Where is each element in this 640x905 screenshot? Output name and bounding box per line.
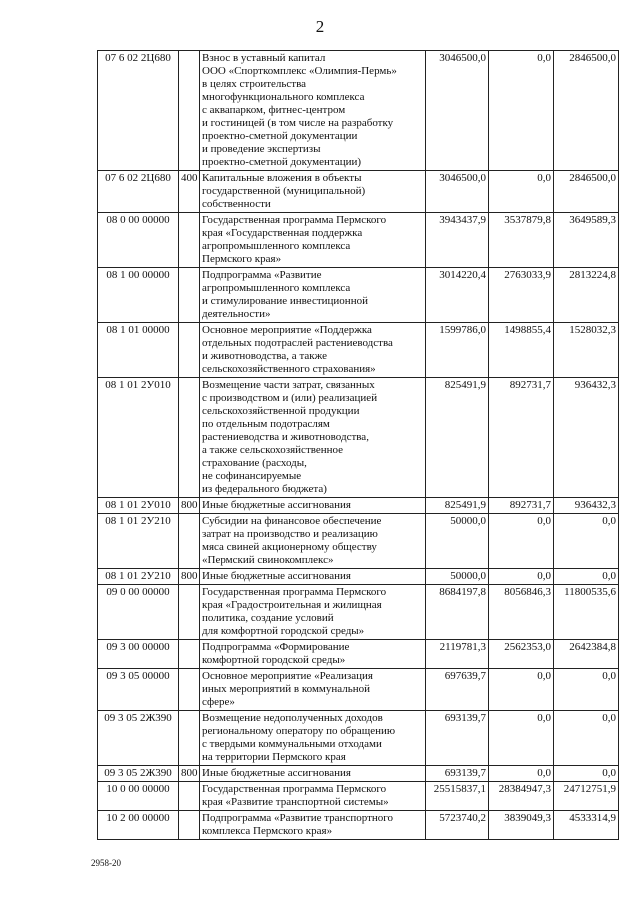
amount-cell-3: 0,0 (554, 569, 619, 585)
table-body (98, 51, 619, 840)
expense-type-cell (179, 669, 200, 711)
amount-cell-2: 0,0 (489, 171, 554, 213)
target-code-cell: 10 2 00 00000 (98, 811, 179, 840)
expense-type-cell: 800 (179, 498, 200, 514)
item-name-cell: Иные бюджетные ассигнования (200, 498, 426, 514)
target-code-cell: 09 3 05 00000 (98, 669, 179, 711)
expense-type-cell (179, 711, 200, 766)
amount-cell-2: 0,0 (489, 766, 554, 782)
document-code: 2958-20 (91, 858, 121, 868)
amount-cell-1: 3046500,0 (426, 171, 489, 213)
amount-cell-2: 0,0 (489, 711, 554, 766)
table-row (98, 514, 619, 569)
amount-cell-1: 25515837,1 (426, 782, 489, 811)
target-code-cell: 09 3 00 00000 (98, 640, 179, 669)
table-row (98, 766, 619, 782)
table-row (98, 268, 619, 323)
target-code-cell: 08 1 01 00000 (98, 323, 179, 378)
amount-cell-2: 1498855,4 (489, 323, 554, 378)
budget-table (97, 50, 619, 840)
target-code-cell: 08 1 01 2У010 (98, 378, 179, 498)
expense-type-cell (179, 268, 200, 323)
table-row (98, 585, 619, 640)
amount-cell-3: 4533314,9 (554, 811, 619, 840)
table-row (98, 569, 619, 585)
expense-type-cell (179, 213, 200, 268)
target-code-cell: 10 0 00 00000 (98, 782, 179, 811)
table-row (98, 782, 619, 811)
item-name-cell: Возмещение недополученных доходов региональному оператору по обращению с твердыми коммунальными отходами на территории Пермского края (200, 711, 426, 766)
item-name-cell: Капитальные вложения в объекты государственной (муниципальной) собственности (200, 171, 426, 213)
amount-cell-3: 0,0 (554, 669, 619, 711)
amount-cell-1: 3046500,0 (426, 51, 489, 171)
amount-cell-1: 8684197,8 (426, 585, 489, 640)
item-name-cell: Субсидии на финансовое обеспечение затрат на производство и реализацию мяса свиней акционерному обществу «Пермский свинокомплекс» (200, 514, 426, 569)
amount-cell-2: 892731,7 (489, 378, 554, 498)
amount-cell-3: 0,0 (554, 711, 619, 766)
item-name-cell: Подпрограмма «Развитие агропромышленного комплекса и стимулирование инвестиционной деятельности» (200, 268, 426, 323)
target-code-cell: 08 0 00 00000 (98, 213, 179, 268)
amount-cell-1: 3014220,4 (426, 268, 489, 323)
expense-type-cell (179, 514, 200, 569)
target-code-cell: 08 1 01 2У010 (98, 498, 179, 514)
target-code-cell: 09 3 05 2Ж390 (98, 766, 179, 782)
amount-cell-1: 825491,9 (426, 378, 489, 498)
amount-cell-2: 8056846,3 (489, 585, 554, 640)
target-code-cell: 09 3 05 2Ж390 (98, 711, 179, 766)
amount-cell-3: 0,0 (554, 514, 619, 569)
amount-cell-2: 0,0 (489, 569, 554, 585)
item-name-cell: Взнос в уставный капитал ООО «Спорткомплекс «Олимпия-Пермь» в целях строительства многофункционального комплекса с аквапарком, фитнес-центром и гостиницей (в том числе на разработку проектно-сметной документации и проведение экспертизы проектно-сметной документации) (200, 51, 426, 171)
amount-cell-3: 2846500,0 (554, 171, 619, 213)
expense-type-cell: 800 (179, 569, 200, 585)
table-row (98, 711, 619, 766)
amount-cell-2: 0,0 (489, 514, 554, 569)
target-code-cell: 07 6 02 2Ц680 (98, 171, 179, 213)
item-name-cell: Основное мероприятие «Поддержка отдельных подотраслей растениеводства и животноводства, а также сельскохозяйственного страхования» (200, 323, 426, 378)
target-code-cell: 08 1 01 2У210 (98, 514, 179, 569)
amount-cell-2: 0,0 (489, 669, 554, 711)
target-code-cell: 09 0 00 00000 (98, 585, 179, 640)
item-name-cell: Подпрограмма «Формирование комфортной городской среды» (200, 640, 426, 669)
table-row (98, 171, 619, 213)
expense-type-cell: 400 (179, 171, 200, 213)
amount-cell-1: 825491,9 (426, 498, 489, 514)
target-code-cell: 07 6 02 2Ц680 (98, 51, 179, 171)
amount-cell-2: 0,0 (489, 51, 554, 171)
item-name-cell: Подпрограмма «Развитие транспортного комплекса Пермского края» (200, 811, 426, 840)
table-row (98, 323, 619, 378)
expense-type-cell (179, 378, 200, 498)
amount-cell-2: 28384947,3 (489, 782, 554, 811)
table-row (98, 669, 619, 711)
amount-cell-1: 693139,7 (426, 711, 489, 766)
amount-cell-3: 0,0 (554, 766, 619, 782)
expense-type-cell (179, 811, 200, 840)
item-name-cell: Иные бюджетные ассигнования (200, 766, 426, 782)
amount-cell-1: 50000,0 (426, 514, 489, 569)
amount-cell-2: 3537879,8 (489, 213, 554, 268)
amount-cell-2: 2763033,9 (489, 268, 554, 323)
table-row (98, 640, 619, 669)
amount-cell-3: 2642384,8 (554, 640, 619, 669)
target-code-cell: 08 1 01 2У210 (98, 569, 179, 585)
amount-cell-1: 697639,7 (426, 669, 489, 711)
item-name-cell: Иные бюджетные ассигнования (200, 569, 426, 585)
amount-cell-1: 5723740,2 (426, 811, 489, 840)
item-name-cell: Государственная программа Пермского края «Развитие транспортной системы» (200, 782, 426, 811)
table-row (98, 378, 619, 498)
amount-cell-3: 2813224,8 (554, 268, 619, 323)
amount-cell-3: 2846500,0 (554, 51, 619, 171)
table-row (98, 213, 619, 268)
amount-cell-2: 3839049,3 (489, 811, 554, 840)
amount-cell-3: 11800535,6 (554, 585, 619, 640)
item-name-cell: Основное мероприятие «Реализация иных мероприятий в коммунальной сфере» (200, 669, 426, 711)
table-row (98, 811, 619, 840)
amount-cell-1: 3943437,9 (426, 213, 489, 268)
item-name-cell: Возмещение части затрат, связанных с производством и (или) реализацией сельскохозяйственной продукции по отдельным подотраслям растениеводства и животноводства, а также сельскохозяйственное страхование (расходы, не софинансируемые из федерального бюджета) (200, 378, 426, 498)
amount-cell-1: 1599786,0 (426, 323, 489, 378)
expense-type-cell (179, 51, 200, 171)
amount-cell-3: 24712751,9 (554, 782, 619, 811)
item-name-cell: Государственная программа Пермского края «Государственная поддержка агропромышленного комплекса Пермского края» (200, 213, 426, 268)
amount-cell-3: 1528032,3 (554, 323, 619, 378)
expense-type-cell (179, 323, 200, 378)
table-row (98, 51, 619, 171)
amount-cell-1: 693139,7 (426, 766, 489, 782)
amount-cell-2: 2562353,0 (489, 640, 554, 669)
amount-cell-3: 3649589,3 (554, 213, 619, 268)
target-code-cell: 08 1 00 00000 (98, 268, 179, 323)
amount-cell-2: 892731,7 (489, 498, 554, 514)
expense-type-cell (179, 640, 200, 669)
amount-cell-3: 936432,3 (554, 378, 619, 498)
page-number: 2 (315, 17, 325, 36)
amount-cell-1: 2119781,3 (426, 640, 489, 669)
item-name-cell: Государственная программа Пермского края «Градостроительная и жилищная политика, создание условий для комфортной городской среды» (200, 585, 426, 640)
amount-cell-3: 936432,3 (554, 498, 619, 514)
amount-cell-1: 50000,0 (426, 569, 489, 585)
expense-type-cell (179, 585, 200, 640)
expense-type-cell (179, 782, 200, 811)
expense-type-cell: 800 (179, 766, 200, 782)
table-row (98, 498, 619, 514)
